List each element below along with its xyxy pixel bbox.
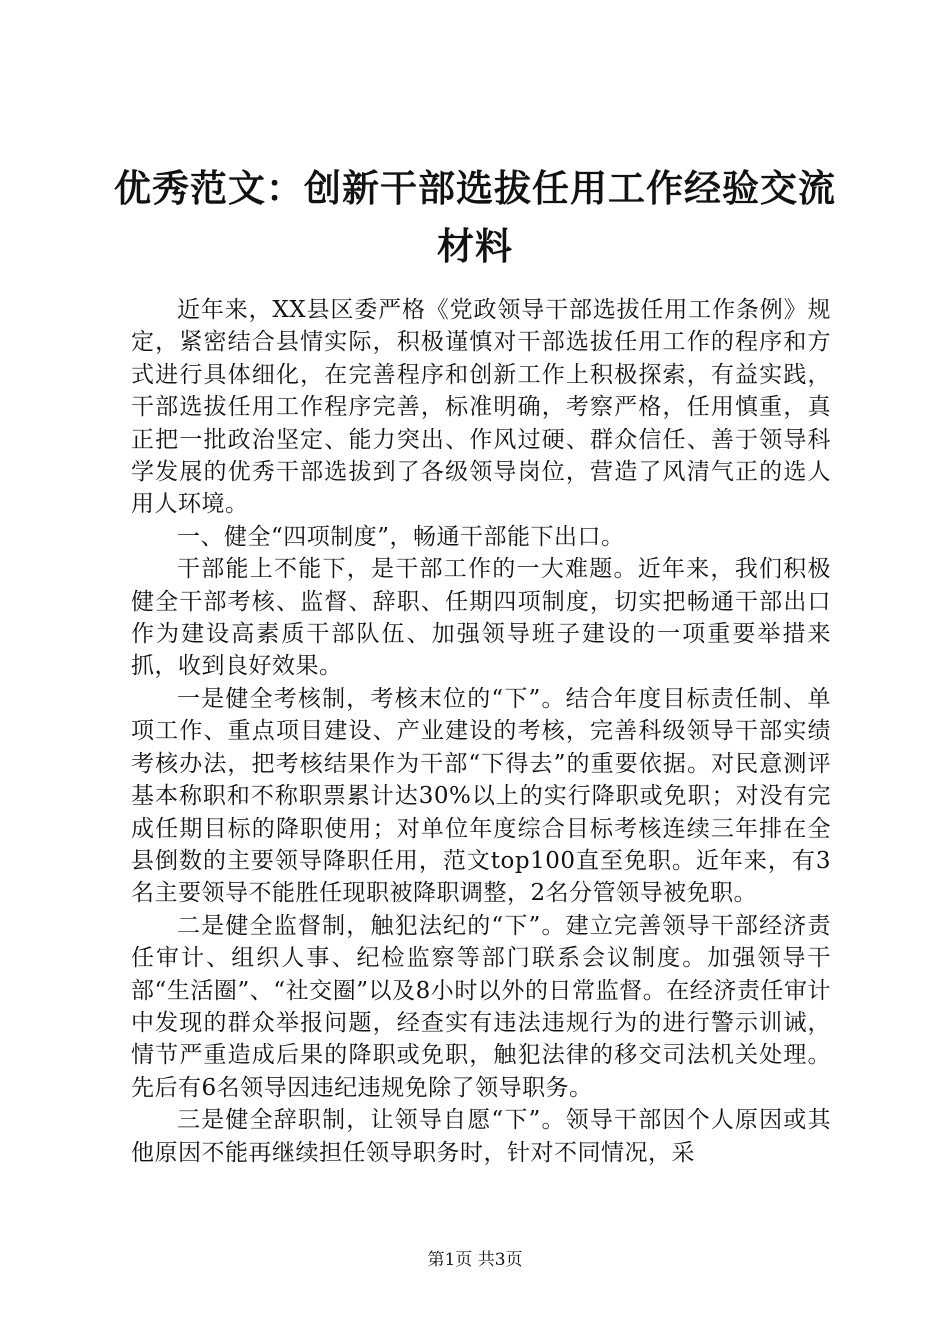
- document-body: [131, 294, 831, 1169]
- paragraph: 干部能上不能下，是干部工作的一大难题。近年来，我们积极健全干部考核、监督、辞职、任期四项制度，切实把畅通干部出口作为建设高素质干部队伍、加强领导班子建设的一项重要举措来抓，收到良好效果。: [131, 556, 831, 680]
- paragraph: 二是健全监督制，触犯法纪的“下”。建立完善领导干部经济责任审计、组织人事、纪检监察等部门联系会议制度。加强领导干部“生活圈”、“社交圈”以及8小时以外的日常监督。在经济责任审计中发现的群众举报问题，经查实有违法违规行为的进行警示训诫，情节严重造成后果的降职或免职，触犯法律的移交司法机关处理。先后有6名领导因违纪违规免除了领导职务。: [131, 912, 831, 1101]
- page-footer: 第1页 共3页: [427, 1250, 523, 1270]
- section-heading: 一、健全“四项制度”，畅通干部能下出口。: [177, 523, 625, 550]
- document-title: 优秀范文：创新干部选拔任用工作经验交流材料: [114, 167, 836, 268]
- paragraph-intro: 近年来，XX县区委严格《党政领导干部选拔任用工作条例》规定，紧密结合县情实际，积极谨慎对干部选拔任用工作的程序和方式进行具体细化，在完善程序和创新工作上积极探索，有益实践，干部选拔任用工作程序完善，标准明确，考察严格，任用慎重，真正把一批政治坚定、能力突出、作风过硬、群众信任、善于领导科学发展的优秀干部选拔到了各级领导岗位，营造了风清气正的选人用人环境。: [131, 297, 831, 518]
- paragraph: 一是健全考核制，考核末位的“下”。结合年度目标责任制、单项工作、重点项目建设、产业建设的考核，完善科级领导干部实绩考核办法，把考核结果作为干部“下得去”的重要依据。对民意测评基本称职和不称职票累计达30%以上的实行降职或免职；对没有完成任期目标的降职使用；对单位年度综合目标考核连续三年排在全县倒数的主要领导降职任用，范文top100直至免职。近年来，有3名主要领导不能胜任现职被降职调整，2名分管领导被免职。: [131, 685, 831, 907]
- paragraph: 三是健全辞职制，让领导自愿“下”。领导干部因个人原因或其他原因不能再继续担任领导职务时，针对不同情况，采: [131, 1107, 831, 1166]
